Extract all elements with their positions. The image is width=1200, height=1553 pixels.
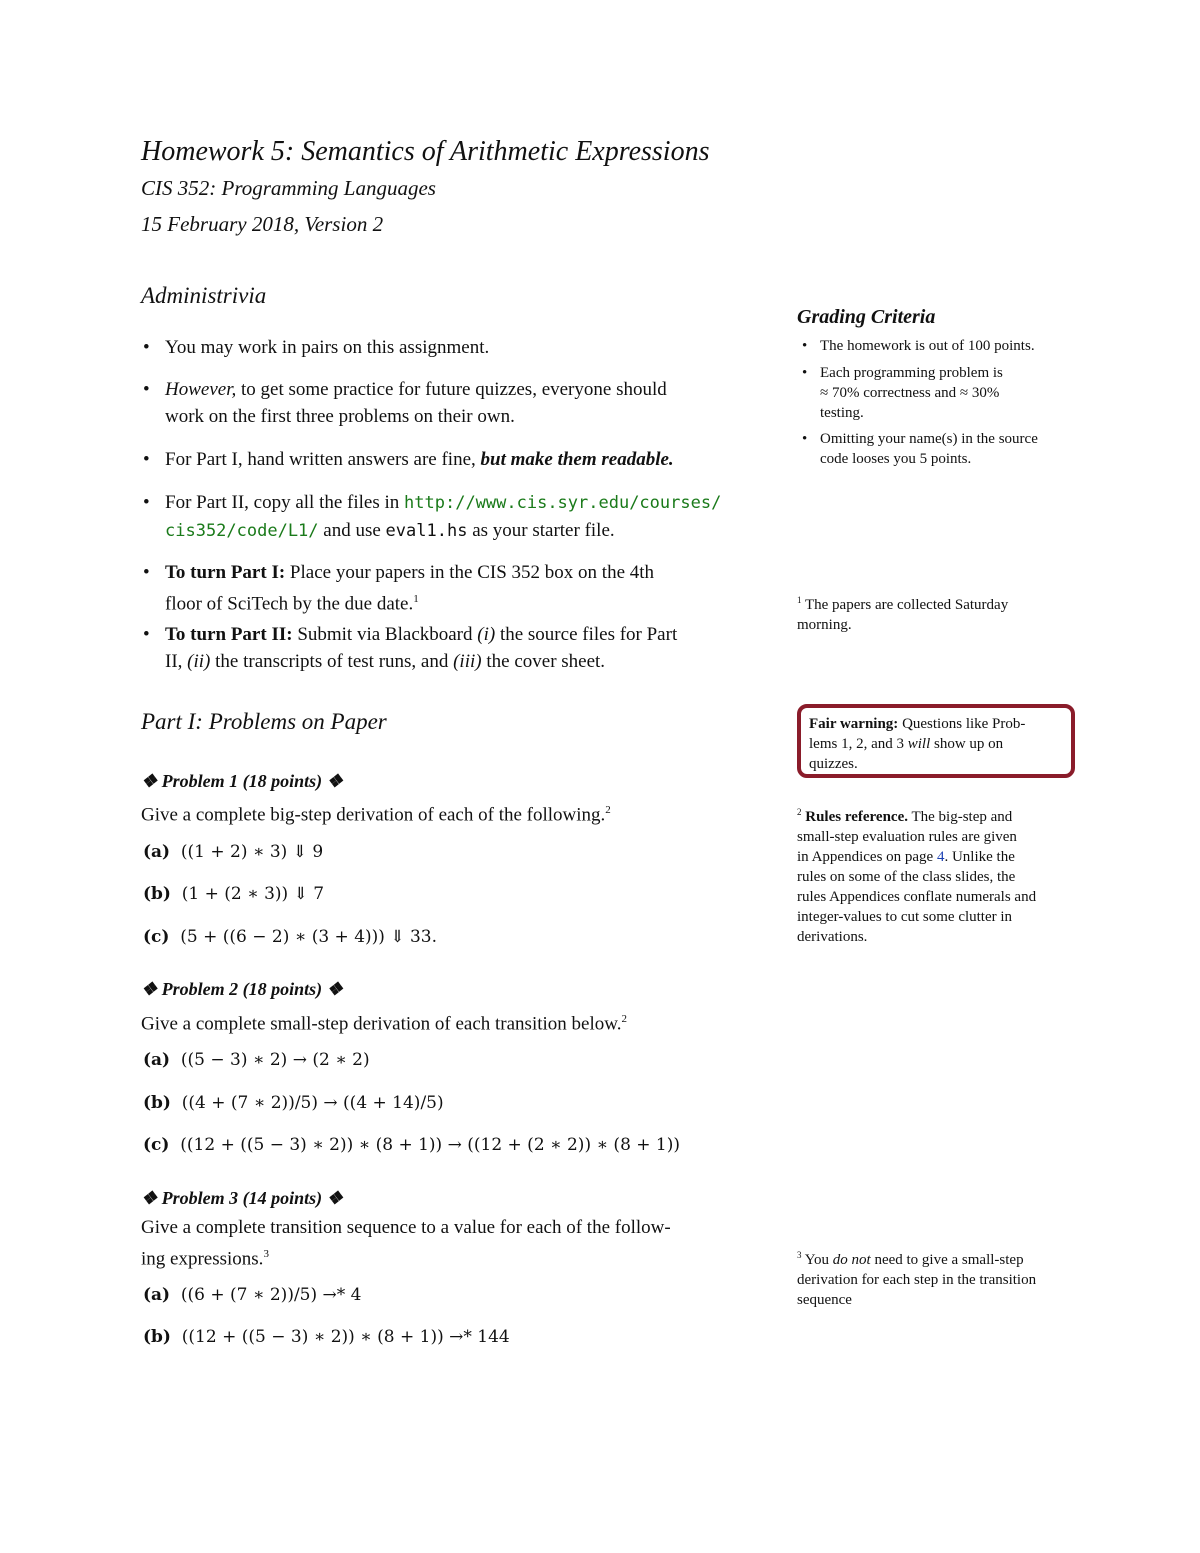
admin-item-own-work: • However, to get some practice for future quizzes, everyone should work on the first three problems on their own. [165, 376, 765, 430]
bullet-icon: • [143, 449, 150, 470]
footnote-3: $^3$ You do not need to give a small-step derivation for each step in the transition sequence [797, 1250, 1037, 1308]
starter-file-name: eval1.hs [385, 521, 468, 541]
footnote-ref-3: 3 [263, 1248, 269, 1260]
problem2-part-c: (c) ((12 + ((5 − 3) ∗ 2)) ∗ (8 + 1)) → ((12 + (2 ∗ 2)) ∗ (8 + 1)) [143, 1135, 681, 1155]
grading-item-points: • The homework is out of 100 points. [802, 338, 1035, 354]
administrivia-heading: Administrivia [141, 283, 267, 308]
bullet-icon: • [143, 562, 150, 583]
problem1-heading: ❖ Problem 1 (18 points) ❖ [141, 771, 343, 791]
problem3-text: Give a complete transition sequence to a value for each of the follow- ing expressions.$^3$ [141, 1217, 671, 1270]
fair-warning-text: Fair warning: Questions like Prob- lems 1, 2, and 3 will show up on quizzes. [809, 716, 1026, 772]
footnote-ref-2b: 2 [621, 1013, 627, 1025]
bullet-icon: • [143, 492, 150, 513]
problem2-part-b: (b) ((4 + (7 ∗ 2))/5) → ((4 + 14)/5) [143, 1093, 444, 1113]
bullet-icon: • [802, 338, 808, 354]
course-files-link-cont[interactable]: cis352/code/L1/ [165, 521, 319, 541]
bullet-icon: • [802, 365, 808, 381]
bullet-icon: • [143, 624, 150, 645]
problem1-part-b: (b) (1 + (2 ∗ 3)) ⇓ 7 [143, 884, 325, 904]
document-date: 15 February 2018, Version 2 [141, 212, 384, 236]
grading-criteria-heading: Grading Criteria [797, 306, 936, 328]
bullet-icon: • [143, 337, 150, 358]
problem2-heading: ❖ Problem 2 (18 points) ❖ [141, 979, 343, 999]
problem1-part-c: (c) (5 + ((6 − 2) ∗ (3 + 4))) ⇓ 33. [143, 927, 438, 947]
part1-heading: Part I: Problems on Paper [141, 709, 387, 734]
problem1-text: Give a complete big-step derivation of each of the following.$^2$ [141, 804, 611, 826]
problem3-part-b: (b) ((12 + ((5 − 3) ∗ 2)) ∗ (8 + 1)) →* 144 [143, 1327, 510, 1347]
admin-item-turn-part1: • To turn Part I: Place your papers in the CIS 352 box on the 4th floor of SciTech by the due date.$^1$ [165, 559, 765, 617]
admin-item-turn-part2: • To turn Part II: Submit via Blackboard (i) the source files for Part II, (ii) the transcripts of test runs, and (iii) the cover sheet. [165, 621, 765, 675]
problem3-part-a: (a) ((6 + (7 ∗ 2))/5) →* 4 [143, 1285, 362, 1305]
document-title: Homework 5: Semantics of Arithmetic Expressions [141, 136, 710, 167]
problem2-part-a: (a) ((5 − 3) ∗ 2) → (2 ∗ 2) [143, 1050, 370, 1070]
page-4-link[interactable]: 4 [936, 849, 945, 865]
problem2-text: Give a complete small-step derivation of each transition below.$^2$ [141, 1013, 627, 1035]
footnote-ref-1: 1 [413, 593, 419, 605]
problem1-part-a: (a) ((1 + 2) ∗ 3) ⇓ 9 [143, 842, 324, 862]
bullet-icon: • [802, 431, 808, 447]
problem3-heading: ❖ Problem 3 (14 points) ❖ [141, 1188, 343, 1208]
course-files-link[interactable]: http://www.cis.syr.edu/courses/ [404, 493, 722, 513]
course-name: CIS 352: Programming Languages [141, 176, 436, 200]
admin-item-handwritten: • For Part I, hand written answers are fine, but make them readable. [165, 446, 765, 473]
footnote-2: $^2$ Rules reference. The big-step and small-step evaluation rules are given in Appendices on page 4. Unlike the rules on some of the class slides, the rules Appendices conflate numerals and integer-values to cut some clutter in derivations. [797, 807, 1037, 945]
grading-item-correctness: • Each programming problem is ≈ 70% correctness and ≈ 30% testing. [802, 365, 1003, 421]
footnote-1: $^1$ The papers are collected Saturday morning. [797, 595, 1009, 633]
admin-item-files: • For Part II, copy all the files in http://www.cis.syr.edu/courses/ cis352/code/L1/ and use eval1.hs as your starter file. [165, 489, 765, 545]
bullet-icon: • [143, 379, 150, 400]
footnote-ref-2: 2 [605, 804, 611, 816]
admin-item-pairs: • You may work in pairs on this assignment. [165, 334, 765, 361]
grading-item-name: • Omitting your name(s) in the source code looses you 5 points. [802, 431, 1038, 467]
